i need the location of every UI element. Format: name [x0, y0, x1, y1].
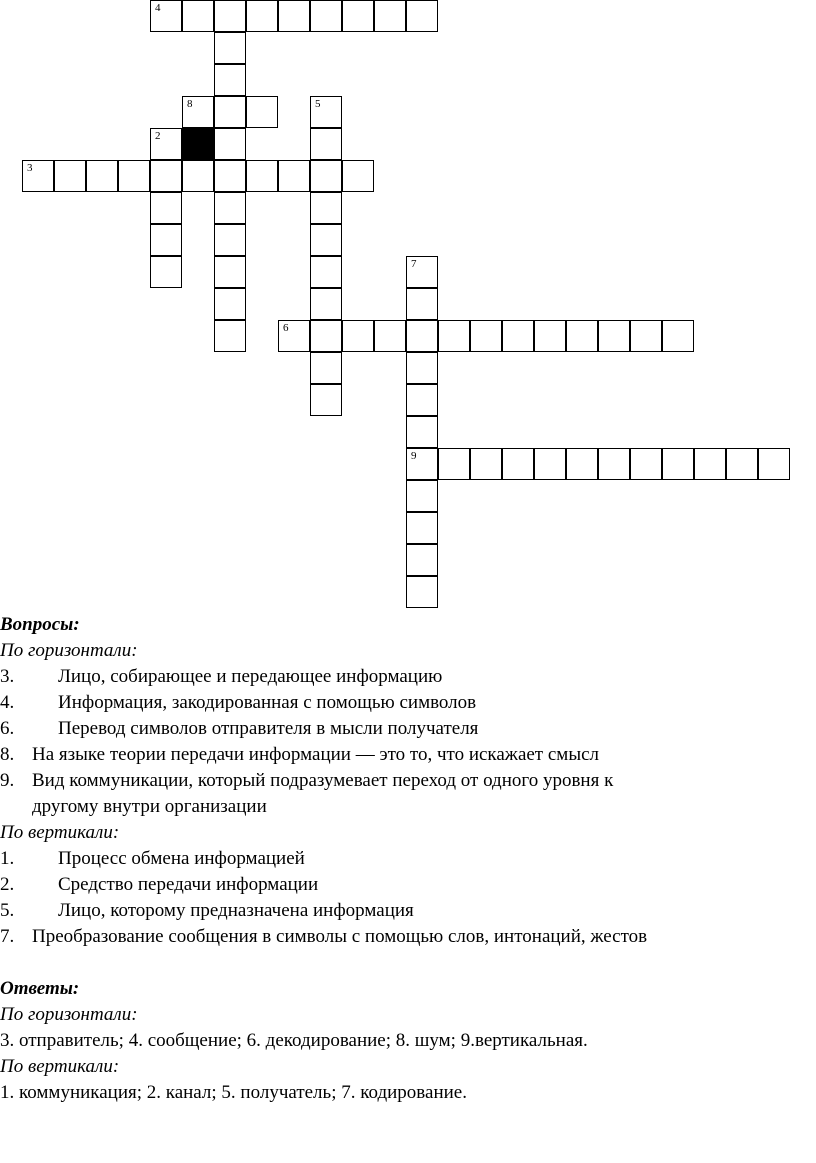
crossword-cell: [150, 192, 182, 224]
question-number: 3.: [0, 666, 15, 687]
question-number: 2.: [0, 874, 15, 895]
question-text-continued: другому внутри организации: [32, 796, 267, 817]
crossword-cell: [214, 32, 246, 64]
blocked-cell: [182, 128, 214, 160]
question-item: [0, 924, 810, 950]
crossword-cell: [214, 160, 246, 192]
clue-number: 2: [155, 130, 161, 142]
question-text: Лицо, которому предназначена информация: [58, 900, 414, 921]
crossword-cell: [406, 352, 438, 384]
crossword-cell: [278, 320, 310, 352]
crossword-cell: [310, 352, 342, 384]
crossword-cell: [22, 160, 54, 192]
crossword-cell: [310, 320, 342, 352]
crossword-cell: [406, 416, 438, 448]
crossword-cell: [758, 448, 790, 480]
crossword-cell: [406, 288, 438, 320]
answers-across-text: 3. отправитель; 4. сообщение; 6. декодирование; 8. шум; 9.вертикальная.: [0, 1030, 588, 1051]
crossword-cell: [438, 448, 470, 480]
crossword-cell: [406, 512, 438, 544]
question-text: Средство передачи информации: [58, 874, 319, 895]
question-number: 7.: [0, 926, 15, 947]
questions-heading: Вопросы:: [0, 614, 80, 635]
crossword-cell: [406, 384, 438, 416]
question-text: Процесс обмена информацией: [58, 848, 305, 869]
question-item: [0, 872, 810, 898]
crossword-cell: [310, 384, 342, 416]
crossword-cell: [278, 0, 310, 32]
crossword-cell: [598, 448, 630, 480]
crossword-cell: [246, 0, 278, 32]
crossword-cell: [278, 160, 310, 192]
crossword-cell: [342, 160, 374, 192]
crossword-cell: [150, 256, 182, 288]
crossword-cell: [182, 96, 214, 128]
crossword-cell: [374, 0, 406, 32]
question-number: 5.: [0, 900, 15, 921]
crossword-cell: [406, 320, 438, 352]
question-text: Лицо, собирающее и передающее информацию: [58, 666, 443, 687]
crossword-cell: [310, 0, 342, 32]
crossword-cell: [182, 0, 214, 32]
crossword-cell: [470, 320, 502, 352]
clue-number: 7: [411, 258, 417, 270]
clue-number: 4: [155, 2, 161, 14]
answers-heading: Ответы:: [0, 978, 80, 999]
crossword-cell: [310, 160, 342, 192]
crossword-cell: [182, 160, 214, 192]
answers-down-text: 1. коммуникация; 2. канал; 5. получатель; 7. кодирование.: [0, 1082, 467, 1103]
clue-number: 6: [283, 322, 289, 334]
questions-across-heading: По горизонтали:: [0, 640, 138, 661]
crossword-cell: [630, 320, 662, 352]
question-number: 1.: [0, 848, 15, 869]
crossword-cell: [214, 224, 246, 256]
crossword-cell: [534, 448, 566, 480]
crossword-cell: [310, 256, 342, 288]
crossword-cell: [310, 288, 342, 320]
clue-number: 3: [27, 162, 33, 174]
crossword-cell: [630, 448, 662, 480]
crossword-cell: [406, 0, 438, 32]
question-number: 8.: [0, 744, 15, 765]
crossword-cell: [86, 160, 118, 192]
crossword-cell: [406, 576, 438, 608]
question-text: Информация, закодированная с помощью символов: [58, 692, 477, 713]
crossword-cell: [214, 64, 246, 96]
crossword-cell: [662, 448, 694, 480]
crossword-cell: [214, 0, 246, 32]
crossword-cell: [214, 320, 246, 352]
crossword-cell: [342, 320, 374, 352]
question-item: [0, 664, 810, 690]
question-text: На языке теории передачи информации — это то, что искажает смысл: [32, 744, 599, 765]
clue-number: 9: [411, 450, 417, 462]
crossword-cell: [406, 544, 438, 576]
answers-across-heading: По горизонтали:: [0, 1004, 138, 1025]
answers-down-heading: По вертикали:: [0, 1056, 120, 1077]
crossword-cell: [406, 480, 438, 512]
crossword-cell: [150, 0, 182, 32]
clue-number: 5: [315, 98, 321, 110]
crossword-cell: [342, 0, 374, 32]
crossword-cell: [214, 288, 246, 320]
crossword-cell: [150, 224, 182, 256]
crossword-cell: [438, 320, 470, 352]
question-number: 9.: [0, 770, 15, 791]
clue-number: 8: [187, 98, 193, 110]
crossword-cell: [662, 320, 694, 352]
crossword-cell: [566, 320, 598, 352]
questions-down-heading: По вертикали:: [0, 822, 120, 843]
crossword-cell: [406, 256, 438, 288]
crossword-cell: [406, 448, 438, 480]
crossword-cell: [502, 448, 534, 480]
crossword-cell: [470, 448, 502, 480]
question-number: 6.: [0, 718, 15, 739]
question-item: [0, 846, 810, 872]
crossword-cell: [246, 160, 278, 192]
question-item: [0, 898, 810, 924]
crossword-cell: [502, 320, 534, 352]
question-item: [0, 690, 810, 716]
crossword-cell: [374, 320, 406, 352]
crossword-cell: [214, 256, 246, 288]
crossword-cell: [246, 96, 278, 128]
crossword-cell: [310, 128, 342, 160]
crossword-cell: [566, 448, 598, 480]
crossword-cell: [534, 320, 566, 352]
crossword-cell: [726, 448, 758, 480]
question-item: [0, 768, 810, 794]
crossword-cell: [598, 320, 630, 352]
question-text: Преобразование сообщения в символы с помощью слов, интонаций, жестов: [32, 926, 648, 947]
crossword-cell: [310, 192, 342, 224]
question-text: Вид коммуникации, который подразумевает переход от одного уровня к: [32, 770, 614, 791]
crossword-cell: [150, 128, 182, 160]
question-number: 4.: [0, 692, 15, 713]
question-item: [0, 742, 810, 768]
crossword-cell: [310, 96, 342, 128]
crossword-cell: [214, 192, 246, 224]
question-text: Перевод символов отправителя в мысли получателя: [58, 718, 479, 739]
crossword-cell: [694, 448, 726, 480]
crossword-cell: [54, 160, 86, 192]
crossword-cell: [214, 96, 246, 128]
crossword-cell: [150, 160, 182, 192]
crossword-cell: [310, 224, 342, 256]
crossword-cell: [214, 128, 246, 160]
spacer: [0, 950, 810, 976]
question-item: [0, 716, 810, 742]
crossword-cell: [118, 160, 150, 192]
content: [0, 612, 810, 1106]
